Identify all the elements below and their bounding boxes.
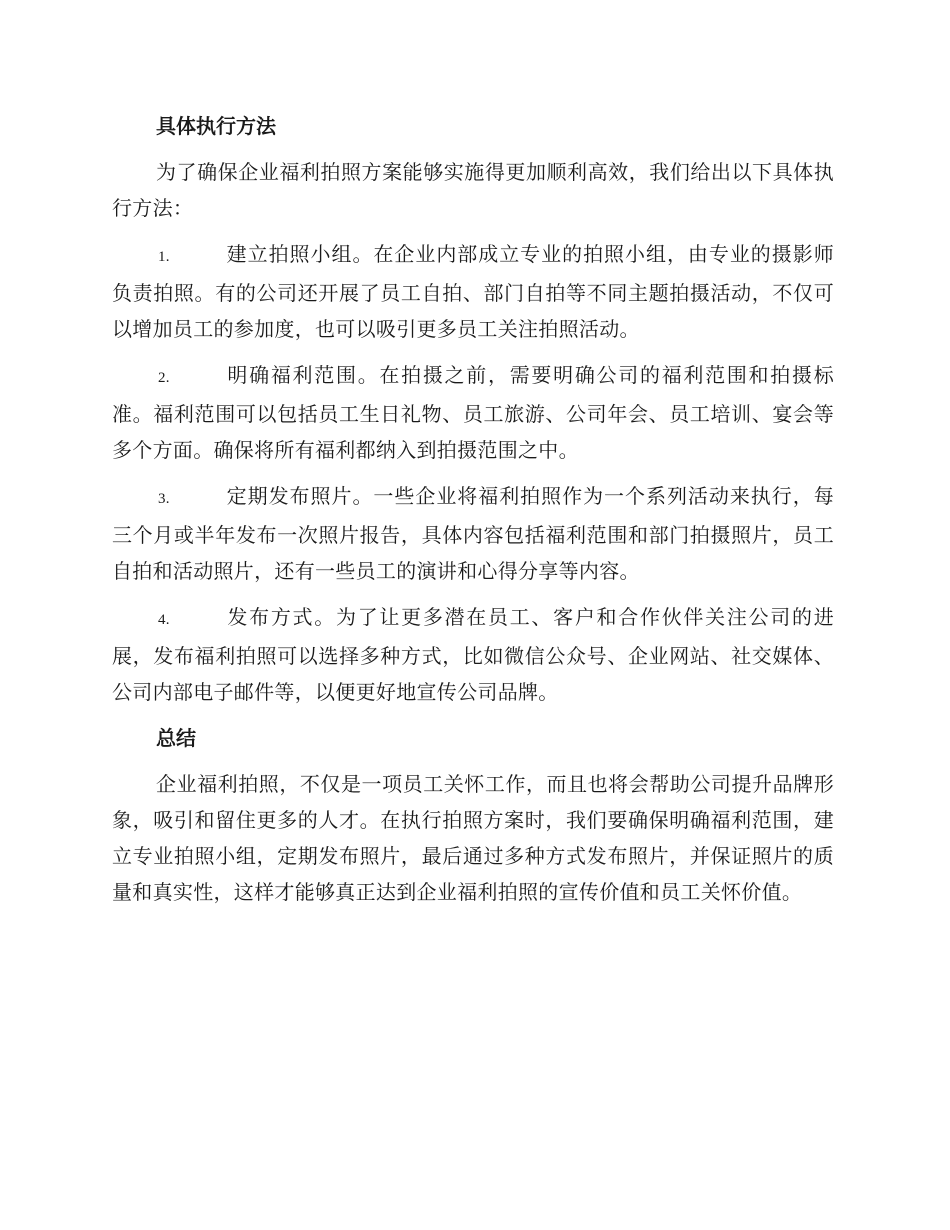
list-item-text: 定期发布照片。一些企业将福利拍照作为一个系列活动来执行，每三个月或半年发布一次照片报告，具体内容包括福利范围和部门拍摄照片，员工自拍和活动照片，还有一些员工的演讲和心得分享等内容。 — [112, 484, 834, 583]
list-item-text: 发布方式。为了让更多潜在员工、客户和合作伙伴关注公司的进展，发布福利拍照可以选择多种方式，比如微信公众号、企业网站、社交媒体、公司内部电子邮件等，以便更好地宣传公司品牌。 — [112, 605, 834, 704]
list-item-number: 2. — [158, 370, 170, 386]
summary-paragraph: 企业福利拍照，不仅是一项员工关怀工作，而且也将会帮助公司提升品牌形象，吸引和留住更多的人才。在执行拍照方案时，我们要确保明确福利范围，建立专业拍照小组，定期发布照片，最后通过多种方式发布照片，并保证照片的质量和真实性，这样才能够真正达到企业福利拍照的宣传价值和员工关怀价值。 — [112, 772, 834, 904]
list-item-number: 1. — [158, 249, 170, 265]
list-item-text: 明确福利范围。在拍摄之前，需要明确公司的福利范围和拍摄标准。福利范围可以包括员工生日礼物、员工旅游、公司年会、员工培训、宴会等多个方面。确保将所有福利都纳入到拍摄范围之中。 — [112, 363, 834, 462]
intro-paragraph: 为了确保企业福利拍照方案能够实施得更加顺利高效，我们给出以下具体执行方法： — [112, 160, 834, 220]
document-page — [112, 108, 834, 920]
list-item — [112, 599, 834, 710]
list-item — [112, 478, 834, 589]
list-item — [112, 236, 834, 347]
list-item-number: 4. — [158, 612, 170, 628]
section-heading-summary: 总结 — [156, 726, 196, 750]
list-item — [112, 357, 834, 468]
list-item-number: 3. — [158, 491, 170, 507]
list-item-text: 建立拍照小组。在企业内部成立专业的拍照小组，由专业的摄影师负责拍照。有的公司还开展了员工自拍、部门自拍等不同主题拍摄活动，不仅可以增加员工的参加度，也可以吸引更多员工关注拍照活动。 — [112, 242, 834, 341]
section-heading-execution: 具体执行方法 — [156, 114, 276, 138]
